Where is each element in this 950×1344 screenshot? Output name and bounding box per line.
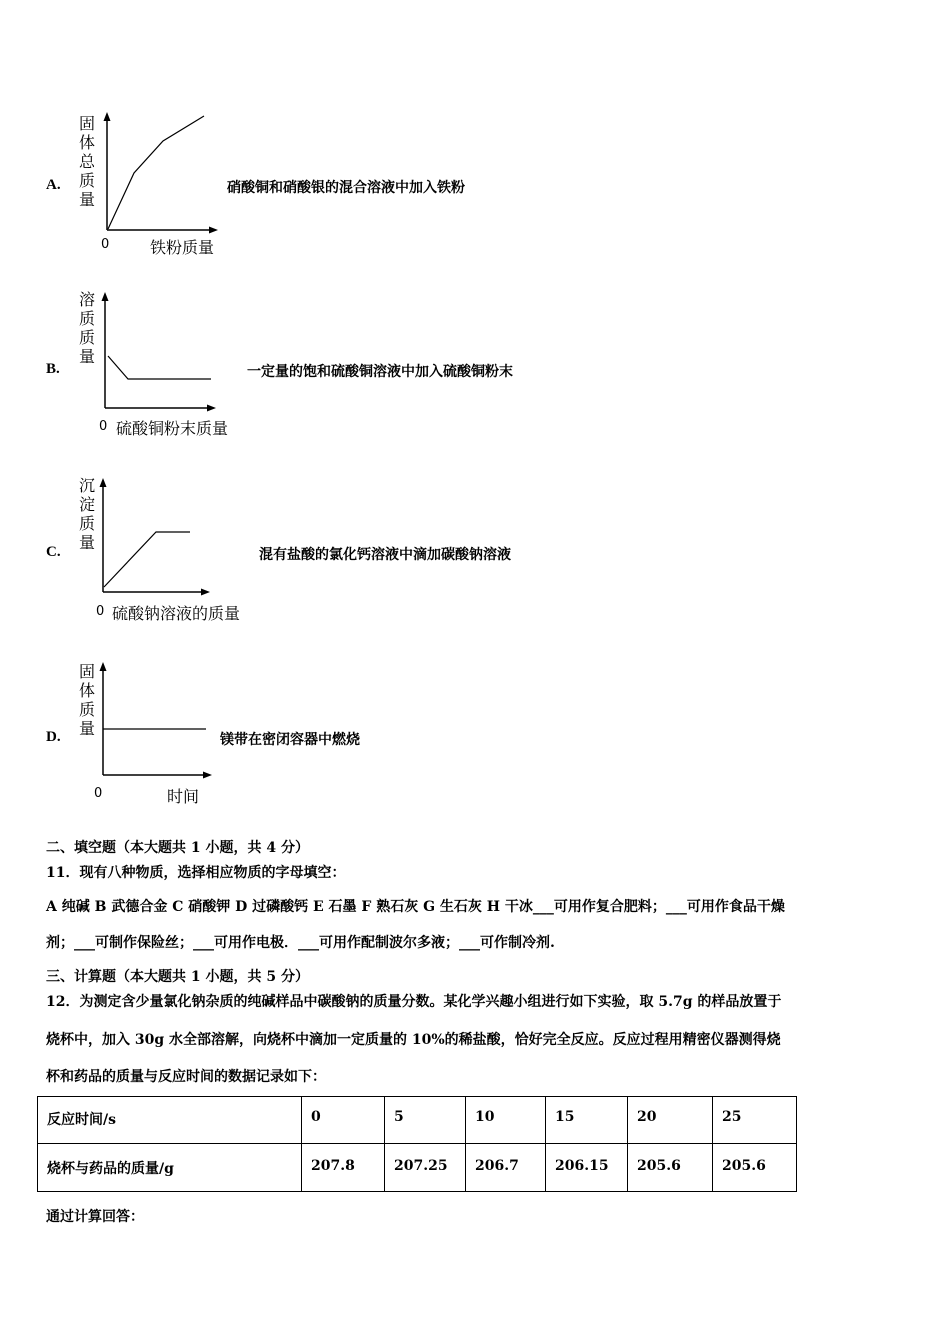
option-a-y-axis-label: 固 体 总 质 量 — [78, 114, 95, 209]
option-b-x-arrow — [207, 405, 216, 412]
option-b-graph — [100, 290, 220, 415]
option-d-description: 镁带在密闭容器中燃烧 — [220, 732, 360, 748]
option-a-graph — [100, 110, 220, 235]
option-d-x-axis-label: 时间 — [167, 787, 200, 806]
option-c-x-axis-label: 硫酸钠溶液的质量 — [112, 604, 241, 623]
option-b-curve — [108, 356, 211, 379]
option-a-x-arrow — [209, 227, 218, 234]
question-12-line-3: 杯和药品的质量与反应时间的数据记录如下： — [46, 1069, 326, 1085]
table-cell: 10 — [466, 1097, 546, 1144]
table-cell: 207.25 — [385, 1144, 466, 1192]
option-b-description: 一定量的饱和硫酸铜溶液中加入硫酸铜粉末 — [247, 364, 513, 380]
table-cell: 25 — [713, 1097, 797, 1144]
option-d-letter: D. — [46, 729, 61, 745]
option-c-letter: C. — [46, 544, 61, 560]
question-11-stem: 11．现有八种物质，选择相应物质的字母填空： — [46, 865, 346, 881]
question-11-line-2: 剂；___可制作保险丝；___可用作电极．___可用作配制波尔多液；___可作制冷剂. — [46, 935, 555, 951]
table-cell: 205.6 — [713, 1144, 797, 1192]
option-b-y-axis-label: 溶 质 质 量 — [78, 290, 95, 366]
section-3-heading: 三、计算题（本大题共 1 小题，共 5 分） — [46, 969, 309, 985]
option-c-curve — [104, 532, 190, 587]
option-d-x-arrow — [203, 772, 212, 779]
option-c-graph — [100, 476, 220, 601]
table-cell: 207.8 — [302, 1144, 385, 1192]
section-2-heading: 二、填空题（本大题共 1 小题，共 4 分） — [46, 840, 309, 856]
option-c-description: 混有盐酸的氯化钙溶液中滴加碳酸钠溶液 — [259, 547, 511, 563]
option-d-y-axis-label: 固 体 质 量 — [78, 662, 95, 738]
table-cell: 5 — [385, 1097, 466, 1144]
question-11-line-1: A 纯碱 B 武德合金 C 硝酸钾 D 过磷酸钙 E 石墨 F 熟石灰 G 生石灰 H 干冰___可用作复合肥料；___可用作食品干燥 — [46, 899, 785, 915]
option-a-x-axis-label: 铁粉质量 — [150, 238, 215, 257]
option-b-letter: B. — [46, 361, 60, 377]
question-12-line-1: 12．为测定含少量氯化钠杂质的纯碱样品中碳酸钠的质量分数。某化学兴趣小组进行如下实验，取 5.7g 的样品放置于 — [46, 994, 782, 1010]
option-a-y-arrow — [104, 112, 111, 121]
option-b-origin: 0 — [99, 419, 108, 434]
table-row — [38, 1144, 797, 1192]
reaction-data-table — [37, 1096, 797, 1192]
option-a-curve — [108, 116, 204, 229]
option-c-y-axis-label: 沉 淀 质 量 — [78, 476, 95, 552]
option-c-x-arrow — [201, 589, 210, 596]
table-cell: 206.15 — [546, 1144, 628, 1192]
table-cell: 205.6 — [628, 1144, 713, 1192]
option-d-y-arrow — [100, 662, 107, 671]
table-row — [38, 1097, 797, 1144]
option-b-y-arrow — [102, 292, 109, 301]
table-cell: 15 — [546, 1097, 628, 1144]
table-header-time: 反应时间/s — [38, 1097, 302, 1144]
option-a-origin: 0 — [101, 237, 110, 252]
option-b-x-axis-label: 硫酸铜粉末质量 — [116, 419, 229, 438]
table-cell: 20 — [628, 1097, 713, 1144]
option-a-letter: A. — [46, 177, 61, 193]
calculation-prompt: 通过计算回答： — [46, 1209, 144, 1225]
table-cell: 206.7 — [466, 1144, 546, 1192]
table-header-mass: 烧杯与药品的质量/g — [38, 1144, 302, 1192]
table-cell: 0 — [302, 1097, 385, 1144]
question-12-line-2: 烧杯中，加入 30g 水全部溶解，向烧杯中滴加一定质量的 10%的稀盐酸，恰好完全反应。反应过程用精密仪器测得烧 — [46, 1032, 781, 1048]
option-c-y-arrow — [100, 478, 107, 487]
option-c-origin: 0 — [96, 604, 105, 619]
option-d-graph — [100, 660, 220, 785]
option-a-description: 硝酸铜和硝酸银的混合溶液中加入铁粉 — [227, 180, 465, 196]
option-d-origin: 0 — [94, 786, 103, 801]
